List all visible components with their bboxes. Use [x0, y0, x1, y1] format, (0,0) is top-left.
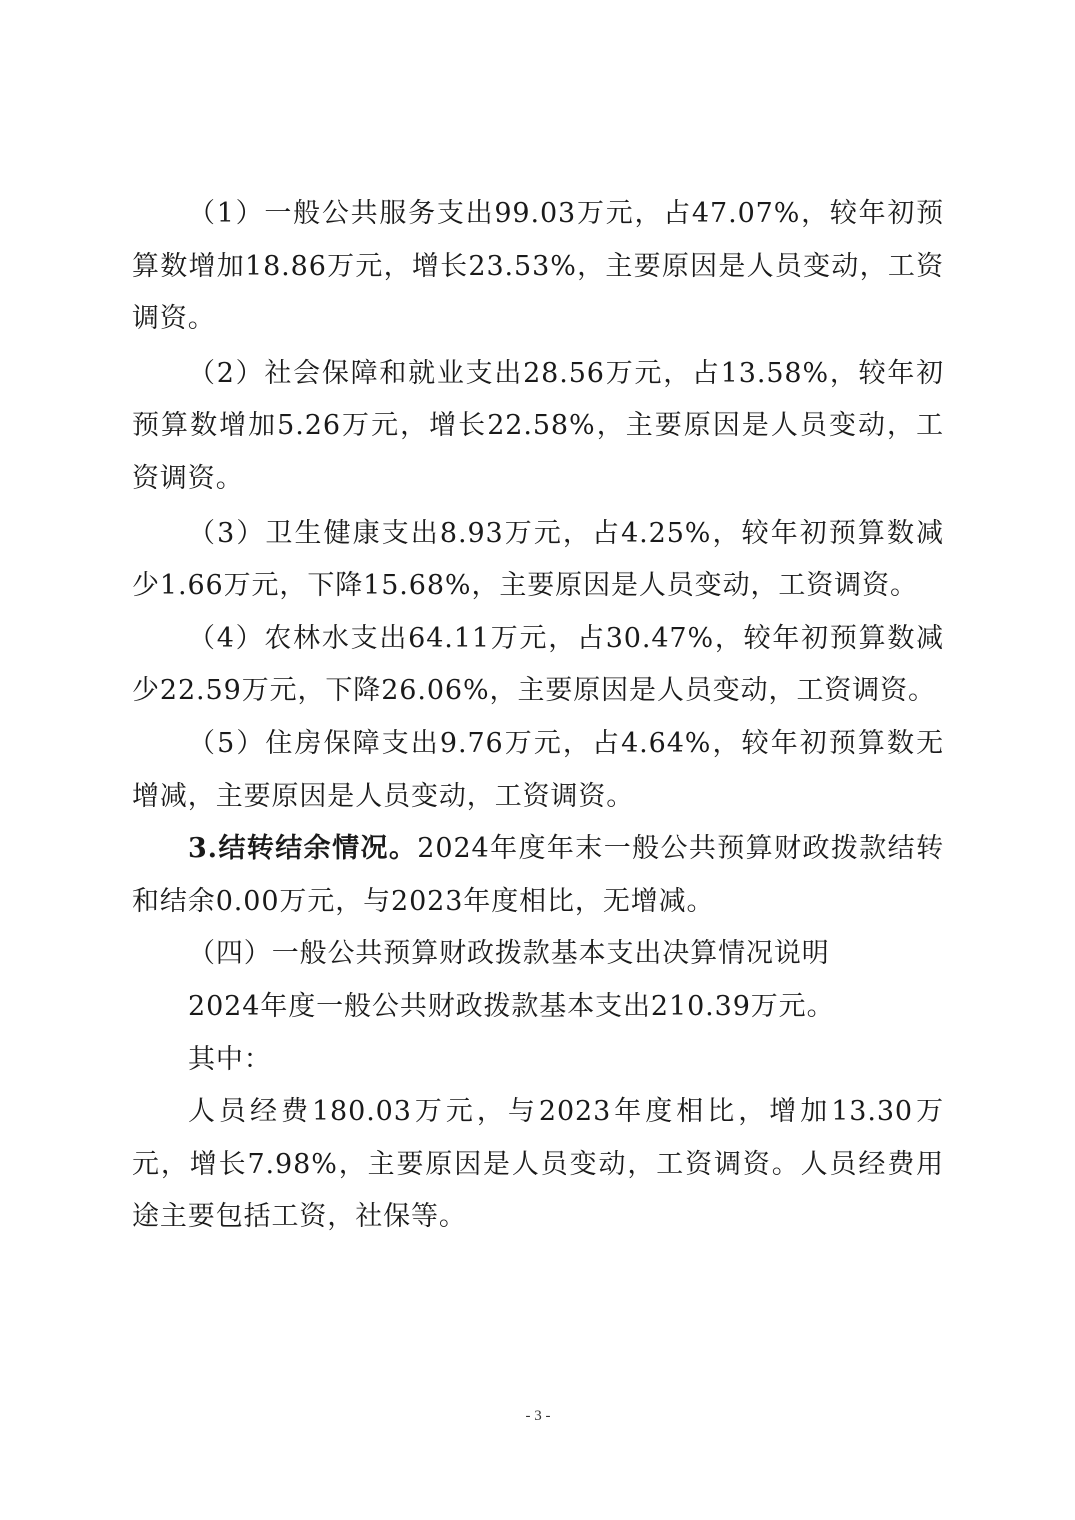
document-page [132, 0, 944, 1520]
paragraph-housing: （5）住房保障支出9.76万元，占4.64%，较年初预算数无增减，主要原因是人员变动，工资调资。 [132, 727, 944, 812]
carryover-heading: 3.结转结余情况。 [188, 833, 418, 865]
section-heading-basic-expenditure: （四）一般公共预算财政拨款基本支出决算情况说明 [188, 938, 830, 970]
paragraph-carryover [132, 823, 944, 928]
page-number: - 3 - [525, 1408, 551, 1424]
carryover-body: 2024年度年末一般公共预算财政拨款结转和结余0.00万元，与2023年度相比，无增减。 [132, 833, 944, 917]
paragraph-health: （3）卫生健康支出8.93万元，占4.25%，较年初预算数减少1.66万元，下降15.68%，主要原因是人员变动，工资调资。 [132, 517, 944, 602]
paragraph-personnel-costs: 人员经费180.03万元，与2023年度相比，增加13.30万元，增长7.98%，主要原因是人员变动，工资调资。人员经费用途主要包括工资，社保等。 [132, 1096, 944, 1233]
paragraph-social-security: （2）社会保障和就业支出28.56万元，占13.58%，较年初预算数增加5.26万元，增长22.58%，主要原因是人员变动，工资调资。 [132, 357, 944, 494]
paragraph-basic-expenditure-total: 2024年度一般公共财政拨款基本支出210.39万元。 [188, 990, 835, 1022]
paragraph-among-which: 其中： [188, 1043, 272, 1075]
document-body [132, 188, 944, 1244]
paragraph-general-public-services: （1）一般公共服务支出99.03万元，占47.07%，较年初预算数增加18.86万元，增长23.53%，主要原因是人员变动，工资调资。 [132, 198, 944, 335]
paragraph-agriculture: （4）农林水支出64.11万元，占30.47%，较年初预算数减少22.59万元，下降26.06%，主要原因是人员变动，工资调资。 [132, 622, 944, 707]
